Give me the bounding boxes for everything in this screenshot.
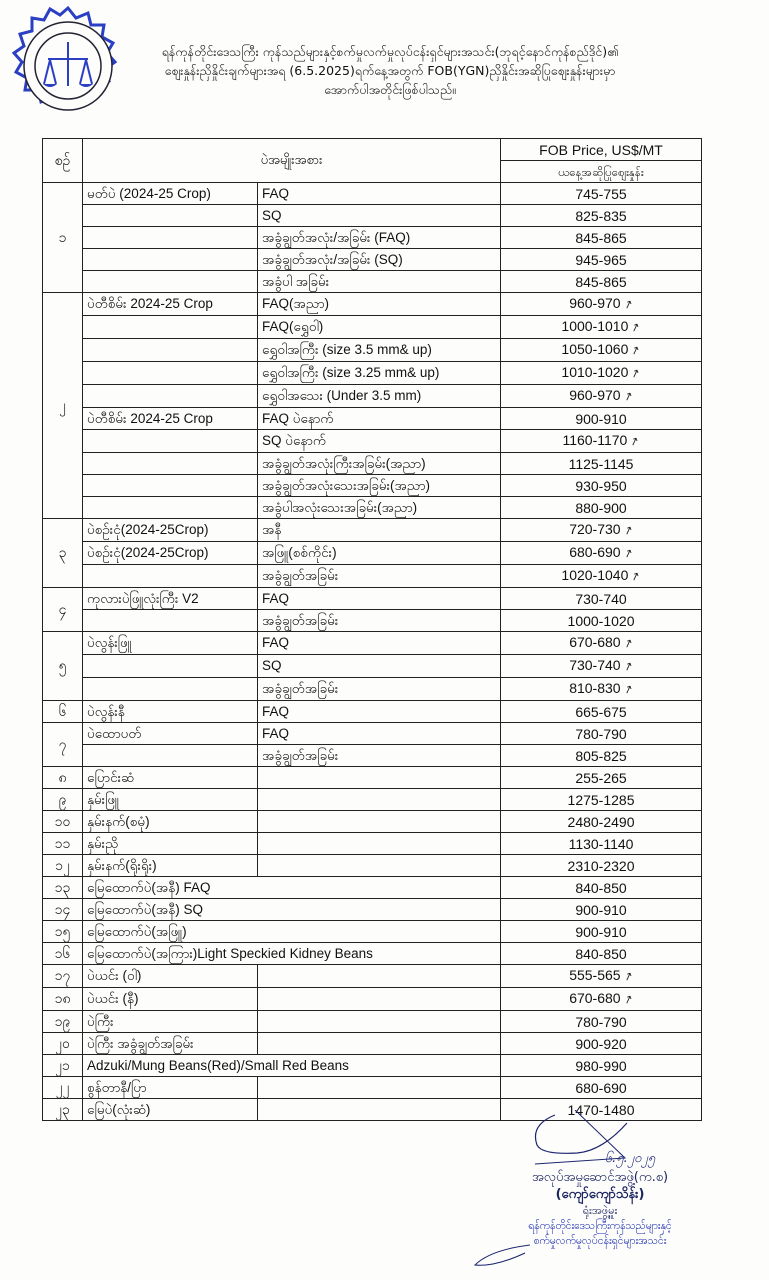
signature-position: အလုပ်အမှုဆောင်အဖွဲ့(က.စ) xyxy=(531,1170,669,1185)
price-up-arrow-icon: ↗ xyxy=(629,569,643,585)
table-row xyxy=(43,678,702,701)
table-row xyxy=(43,701,702,723)
header-proposed-price: ယနေ့အဆိုပြုဈေးနှုန်း xyxy=(501,161,702,183)
row-number: ၂၁ xyxy=(43,1055,83,1077)
table-row xyxy=(43,249,702,271)
price-cell xyxy=(501,943,702,965)
price-cell xyxy=(501,339,702,362)
table-row xyxy=(43,745,702,767)
price-cell xyxy=(501,205,702,227)
bean-name: နှမ်းညို xyxy=(83,833,258,855)
row-number: ၂ xyxy=(43,293,83,519)
price-table-body xyxy=(43,183,702,1121)
price-cell xyxy=(501,678,702,701)
price-value: 980-990 xyxy=(575,1057,627,1074)
price-value: 720-730 xyxy=(569,521,621,537)
title-line-1: ရန်ကုန်တိုင်းဒေသကြီး ကုန်သည်များနှင့်စက်မှုလက်မှုလုပ်ငန်းရှင်များအသင်း(ဘုရင့်နောင်ကုန်စည်ဒိုင်)၏ xyxy=(161,44,619,59)
price-cell xyxy=(501,249,702,271)
document-title xyxy=(60,42,720,99)
price-value: 845-865 xyxy=(575,273,627,290)
bean-grade xyxy=(258,1011,501,1033)
price-cell xyxy=(501,1055,702,1077)
bean-grade: အခွံချွတ်အလုံးသေးအခြမ်း(အညာ) xyxy=(258,475,501,497)
table-row xyxy=(43,1055,702,1077)
bean-grade: အခွံချွတ်အခြမ်း xyxy=(258,565,501,588)
table-row xyxy=(43,1011,702,1033)
bean-name xyxy=(83,205,258,227)
price-value: 665-675 xyxy=(575,703,627,720)
bean-name: ပဲတီစိမ်း 2024-25 Crop xyxy=(83,293,258,316)
price-up-arrow-icon: ↗ xyxy=(621,682,635,698)
signature-office: ရုံးအဖွဲ့မှူး xyxy=(582,1204,618,1217)
bean-grade: ရွှေဝါအသေး (Under 3.5 mm) xyxy=(258,385,501,408)
bean-name: ပဲထောပတ် xyxy=(83,723,258,745)
price-cell xyxy=(501,767,702,789)
price-value: 840-850 xyxy=(575,945,627,962)
table-row xyxy=(43,1077,702,1099)
bean-grade xyxy=(258,1077,501,1099)
table-row xyxy=(43,877,702,899)
table-row xyxy=(43,453,702,475)
price-value: 680-690 xyxy=(575,1079,627,1096)
price-value: 960-970 xyxy=(569,295,621,311)
price-up-arrow-icon: ↗ xyxy=(628,434,642,450)
row-number: ၁ xyxy=(43,183,83,293)
price-table xyxy=(42,138,702,1121)
bean-grade: ရွှေဝါအကြီး (size 3.5 mm& up) xyxy=(258,339,501,362)
price-cell xyxy=(501,293,702,316)
row-number: ၂၀ xyxy=(43,1033,83,1055)
bean-name: ပဲယင်း (ဝါ) xyxy=(83,965,258,988)
price-cell xyxy=(501,701,702,723)
bean-name: ပဲကြီး အခွံချွတ်အခြမ်း xyxy=(83,1033,258,1055)
bean-name xyxy=(83,678,258,701)
bean-grade: FAQ(ရွှေဝါ) xyxy=(258,316,501,339)
price-cell xyxy=(501,723,702,745)
bean-grade: SQ xyxy=(258,205,501,227)
table-row xyxy=(43,565,702,588)
bean-name: မတ်ပဲ (2024-25 Crop) xyxy=(83,183,258,205)
price-cell xyxy=(501,899,702,921)
table-row xyxy=(43,205,702,227)
table-row xyxy=(43,316,702,339)
bean-grade: FAQ xyxy=(258,701,501,723)
table-row xyxy=(43,475,702,497)
row-number: ၁၀ xyxy=(43,811,83,833)
price-value: 1050-1060 xyxy=(561,341,629,357)
bean-name xyxy=(83,655,258,678)
price-cell xyxy=(501,965,702,988)
bean-name xyxy=(83,745,258,767)
price-value: 805-825 xyxy=(575,747,627,764)
price-value: 730-740 xyxy=(569,657,621,673)
price-cell xyxy=(501,588,702,610)
price-value: 880-900 xyxy=(575,499,627,516)
bean-name: မြေပဲ(လုံးဆံ) xyxy=(83,1099,258,1121)
table-row xyxy=(43,293,702,316)
price-value: 845-865 xyxy=(575,229,627,246)
price-value: 780-790 xyxy=(575,725,627,742)
price-cell xyxy=(501,988,702,1011)
row-number: ၉ xyxy=(43,789,83,811)
bean-grade xyxy=(258,988,501,1011)
bean-name xyxy=(83,453,258,475)
table-row xyxy=(43,899,702,921)
bean-name xyxy=(83,316,258,339)
bean-name: ကုလားပဲဖြူလုံးကြီး V2 xyxy=(83,588,258,610)
price-value: 1020-1040 xyxy=(561,567,629,583)
row-number: ၁၈ xyxy=(43,988,83,1011)
price-cell xyxy=(501,811,702,833)
bean-name xyxy=(83,475,258,497)
bean-grade: အခွံချွတ်အလုံး/အခြမ်း (SQ) xyxy=(258,249,501,271)
signature-org-line-2: စက်မှုလက်မှုလုပ်ငန်းရှင်များအသင်း xyxy=(533,1235,667,1247)
row-number: ၁၃ xyxy=(43,877,83,899)
table-row xyxy=(43,339,702,362)
price-value: 680-690 xyxy=(569,544,621,560)
table-row xyxy=(43,988,702,1011)
price-value: 1130-1140 xyxy=(568,835,634,852)
row-number: ၁၇ xyxy=(43,965,83,988)
bean-name: ပဲလွန်းနီ xyxy=(83,701,258,723)
bean-name: ပဲတီစိမ်း 2024-25 Crop xyxy=(83,408,258,430)
price-cell xyxy=(501,745,702,767)
bean-grade: FAQ ပဲနောက် xyxy=(258,408,501,430)
bean-name xyxy=(83,497,258,519)
price-cell xyxy=(501,497,702,519)
price-value: 780-790 xyxy=(575,1013,627,1030)
price-cell xyxy=(501,453,702,475)
bean-grade: အခွံပါအလုံးသေးအခြမ်း(အညာ) xyxy=(258,497,501,519)
bean-grade: SQ ပဲနောက် xyxy=(258,430,501,453)
bean-grade: FAQ xyxy=(258,588,501,610)
table-row xyxy=(43,833,702,855)
row-number: ၃ xyxy=(43,519,83,588)
row-number: ၁၁ xyxy=(43,833,83,855)
bean-grade: အဖြူ(စစ်ကိုင်း) xyxy=(258,542,501,565)
price-up-arrow-icon: ↗ xyxy=(621,636,635,652)
price-value: 810-830 xyxy=(569,680,621,696)
table-row xyxy=(43,362,702,385)
bean-name: ပဲစဉ်းငုံ(2024-25Crop) xyxy=(83,542,258,565)
price-cell xyxy=(501,921,702,943)
price-cell xyxy=(501,632,702,655)
table-row xyxy=(43,183,702,205)
bean-name: စွန်တာနီ/ပြာ xyxy=(83,1077,258,1099)
row-number: ၇ xyxy=(43,723,83,767)
row-number: ၂၂ xyxy=(43,1077,83,1099)
row-number: ၁၅ xyxy=(43,921,83,943)
price-value: 1160-1170 xyxy=(562,432,628,448)
price-up-arrow-icon: ↗ xyxy=(629,343,643,359)
row-number: ၁၆ xyxy=(43,943,83,965)
price-cell xyxy=(501,408,702,430)
header-bean-type: ပဲအမျိုးအစား xyxy=(83,139,501,183)
bean-name xyxy=(83,227,258,249)
price-cell xyxy=(501,833,702,855)
price-value: 2310-2320 xyxy=(567,857,635,874)
price-cell xyxy=(501,519,702,542)
table-row xyxy=(43,610,702,632)
bean-grade: အခွံချွတ်အခြမ်း xyxy=(258,610,501,632)
signature-org-line-1: ရန်ကုန်တိုင်းဒေသကြီးကုန်သည်များနှင့် xyxy=(528,1220,672,1232)
row-number: ၁၄ xyxy=(43,899,83,921)
table-row xyxy=(43,789,702,811)
signature-block xyxy=(470,1150,730,1249)
price-up-arrow-icon: ↗ xyxy=(621,969,635,985)
price-value: 1000-1010 xyxy=(561,318,629,334)
table-row xyxy=(43,271,702,293)
bean-name xyxy=(83,610,258,632)
price-value: 1000-1020 xyxy=(567,612,635,629)
bean-grade xyxy=(258,767,501,789)
bean-grade: အခွံချွတ်အခြမ်း xyxy=(258,678,501,701)
table-row xyxy=(43,655,702,678)
signature-date: ၆.၅.၂၀၂၅ xyxy=(604,1151,656,1166)
row-number: ၆ xyxy=(43,701,83,723)
price-value: 930-950 xyxy=(575,477,627,494)
title-line-2: ဈေးနှုန်းညှိနှိုင်းချက်များအရ (6.5.2025)ရက်နေ့အတွက် FOB(YGN)ညှိနှိုင်းအဆိုပြုဈေးနှုန်းများမှာ xyxy=(164,63,616,78)
bean-name xyxy=(83,362,258,385)
price-up-arrow-icon: ↗ xyxy=(621,297,635,313)
row-number: ၈ xyxy=(43,767,83,789)
table-row xyxy=(43,723,702,745)
bean-name xyxy=(83,565,258,588)
price-value: 745-755 xyxy=(575,185,627,202)
bean-name: ပဲစဉ်းငုံ(2024-25Crop) xyxy=(83,519,258,542)
bean-grade: အခွံချွတ်အလုံးကြီးအခြမ်း(အညာ) xyxy=(258,453,501,475)
price-up-arrow-icon: ↗ xyxy=(621,992,635,1008)
price-value: 255-265 xyxy=(575,769,627,786)
price-value: 730-740 xyxy=(575,590,627,607)
bean-name: Adzuki/Mung Beans(Red)/Small Red Beans xyxy=(83,1055,501,1077)
price-up-arrow-icon: ↗ xyxy=(629,320,643,336)
price-value: 825-835 xyxy=(575,207,627,224)
bean-grade xyxy=(258,833,501,855)
bean-name xyxy=(83,385,258,408)
bean-name: မြေထောက်ပဲ(အနီ) SQ xyxy=(83,899,501,921)
bean-grade xyxy=(258,789,501,811)
price-cell xyxy=(501,475,702,497)
bean-name: မြေထောက်ပဲ(အနီ) FAQ xyxy=(83,877,501,899)
price-value: 900-910 xyxy=(575,410,627,427)
price-value: 960-970 xyxy=(569,387,621,403)
price-value: 900-910 xyxy=(575,901,627,918)
price-up-arrow-icon: ↗ xyxy=(621,546,635,562)
price-cell xyxy=(501,1033,702,1055)
price-cell xyxy=(501,1011,702,1033)
header-fob-price: FOB Price, US$/MT xyxy=(501,139,702,161)
header-no: စဉ် xyxy=(43,139,83,183)
bean-grade xyxy=(258,1033,501,1055)
price-cell xyxy=(501,565,702,588)
table-row xyxy=(43,519,702,542)
bean-grade xyxy=(258,965,501,988)
price-cell xyxy=(501,1077,702,1099)
table-row xyxy=(43,921,702,943)
bean-grade: ရွှေဝါအကြီး (size 3.25 mm& up) xyxy=(258,362,501,385)
row-number: ၁၉ xyxy=(43,1011,83,1033)
row-number: ၁၂ xyxy=(43,855,83,877)
bean-name: မြေထောက်ပဲ(အကြား)Light Speckied Kidney Beans xyxy=(83,943,501,965)
price-cell xyxy=(501,877,702,899)
row-number: ၅ xyxy=(43,632,83,701)
price-up-arrow-icon: ↗ xyxy=(621,523,635,539)
bean-grade: FAQ(အညာ) xyxy=(258,293,501,316)
price-value: 840-850 xyxy=(575,879,627,896)
bean-name xyxy=(83,430,258,453)
price-up-arrow-icon: ↗ xyxy=(629,366,643,382)
bean-name: မြေထောက်ပဲ(အဖြူ) xyxy=(83,921,501,943)
table-row xyxy=(43,430,702,453)
title-line-3: အောက်ပါအတိုင်းဖြစ်ပါသည်။ xyxy=(324,82,456,97)
price-value: 1470-1480 xyxy=(567,1101,635,1118)
price-cell xyxy=(501,316,702,339)
bean-name xyxy=(83,339,258,362)
bean-grade: SQ xyxy=(258,655,501,678)
bean-name: နှမ်းနက်(ရိုးရိုး) xyxy=(83,855,258,877)
stamp-scribble-icon xyxy=(470,1240,540,1270)
bean-name: နှမ်းဖြူ xyxy=(83,789,258,811)
table-row xyxy=(43,588,702,610)
bean-name xyxy=(83,271,258,293)
price-cell xyxy=(501,789,702,811)
price-value: 1125-1145 xyxy=(568,455,634,472)
bean-grade xyxy=(258,855,501,877)
table-row xyxy=(43,855,702,877)
table-row xyxy=(43,497,702,519)
price-cell xyxy=(501,542,702,565)
table-row xyxy=(43,811,702,833)
bean-grade: အခွံပါ အခြမ်း xyxy=(258,271,501,293)
table-row xyxy=(43,632,702,655)
price-value: 945-965 xyxy=(575,251,627,268)
bean-grade: FAQ xyxy=(258,632,501,655)
price-value: 555-565 xyxy=(569,967,621,983)
price-cell xyxy=(501,227,702,249)
price-value: 670-680 xyxy=(569,990,621,1006)
bean-name: ပြောင်းဆံ xyxy=(83,767,258,789)
price-cell xyxy=(501,362,702,385)
table-row xyxy=(43,767,702,789)
bean-grade: အခွံချွတ်အလုံး/အခြမ်း (FAQ) xyxy=(258,227,501,249)
signature-name: (ကျော်ကျော်သိန်း) xyxy=(555,1187,645,1202)
price-cell xyxy=(501,430,702,453)
bean-name: ပဲလွန်းဖြူ xyxy=(83,632,258,655)
price-up-arrow-icon: ↗ xyxy=(621,659,635,675)
row-number: ၄ xyxy=(43,588,83,632)
price-cell xyxy=(501,271,702,293)
table-row xyxy=(43,408,702,430)
price-up-arrow-icon: ↗ xyxy=(621,389,635,405)
price-cell xyxy=(501,855,702,877)
price-cell xyxy=(501,655,702,678)
table-row xyxy=(43,227,702,249)
price-value: 2480-2490 xyxy=(567,813,635,830)
bean-grade: အခွံချွတ်အခြမ်း xyxy=(258,745,501,767)
table-row xyxy=(43,965,702,988)
bean-name: နှမ်းနက်(စမုံ) xyxy=(83,811,258,833)
bean-name: ပဲကြီး xyxy=(83,1011,258,1033)
bean-grade: အနီ xyxy=(258,519,501,542)
bean-grade: FAQ xyxy=(258,183,501,205)
price-value: 900-920 xyxy=(575,1035,627,1052)
price-cell xyxy=(501,610,702,632)
price-value: 900-910 xyxy=(575,923,627,940)
table-row xyxy=(43,542,702,565)
table-row xyxy=(43,385,702,408)
bean-grade xyxy=(258,1099,501,1121)
price-value: 1010-1020 xyxy=(561,364,629,380)
price-value: 1275-1285 xyxy=(567,791,635,808)
bean-grade: FAQ xyxy=(258,723,501,745)
price-cell xyxy=(501,385,702,408)
bean-name: ပဲယင်း (နီ) xyxy=(83,988,258,1011)
price-cell xyxy=(501,183,702,205)
price-value: 670-680 xyxy=(569,634,621,650)
bean-grade xyxy=(258,811,501,833)
table-row xyxy=(43,1033,702,1055)
row-number: ၂၃ xyxy=(43,1099,83,1121)
bean-name xyxy=(83,249,258,271)
table-row xyxy=(43,943,702,965)
